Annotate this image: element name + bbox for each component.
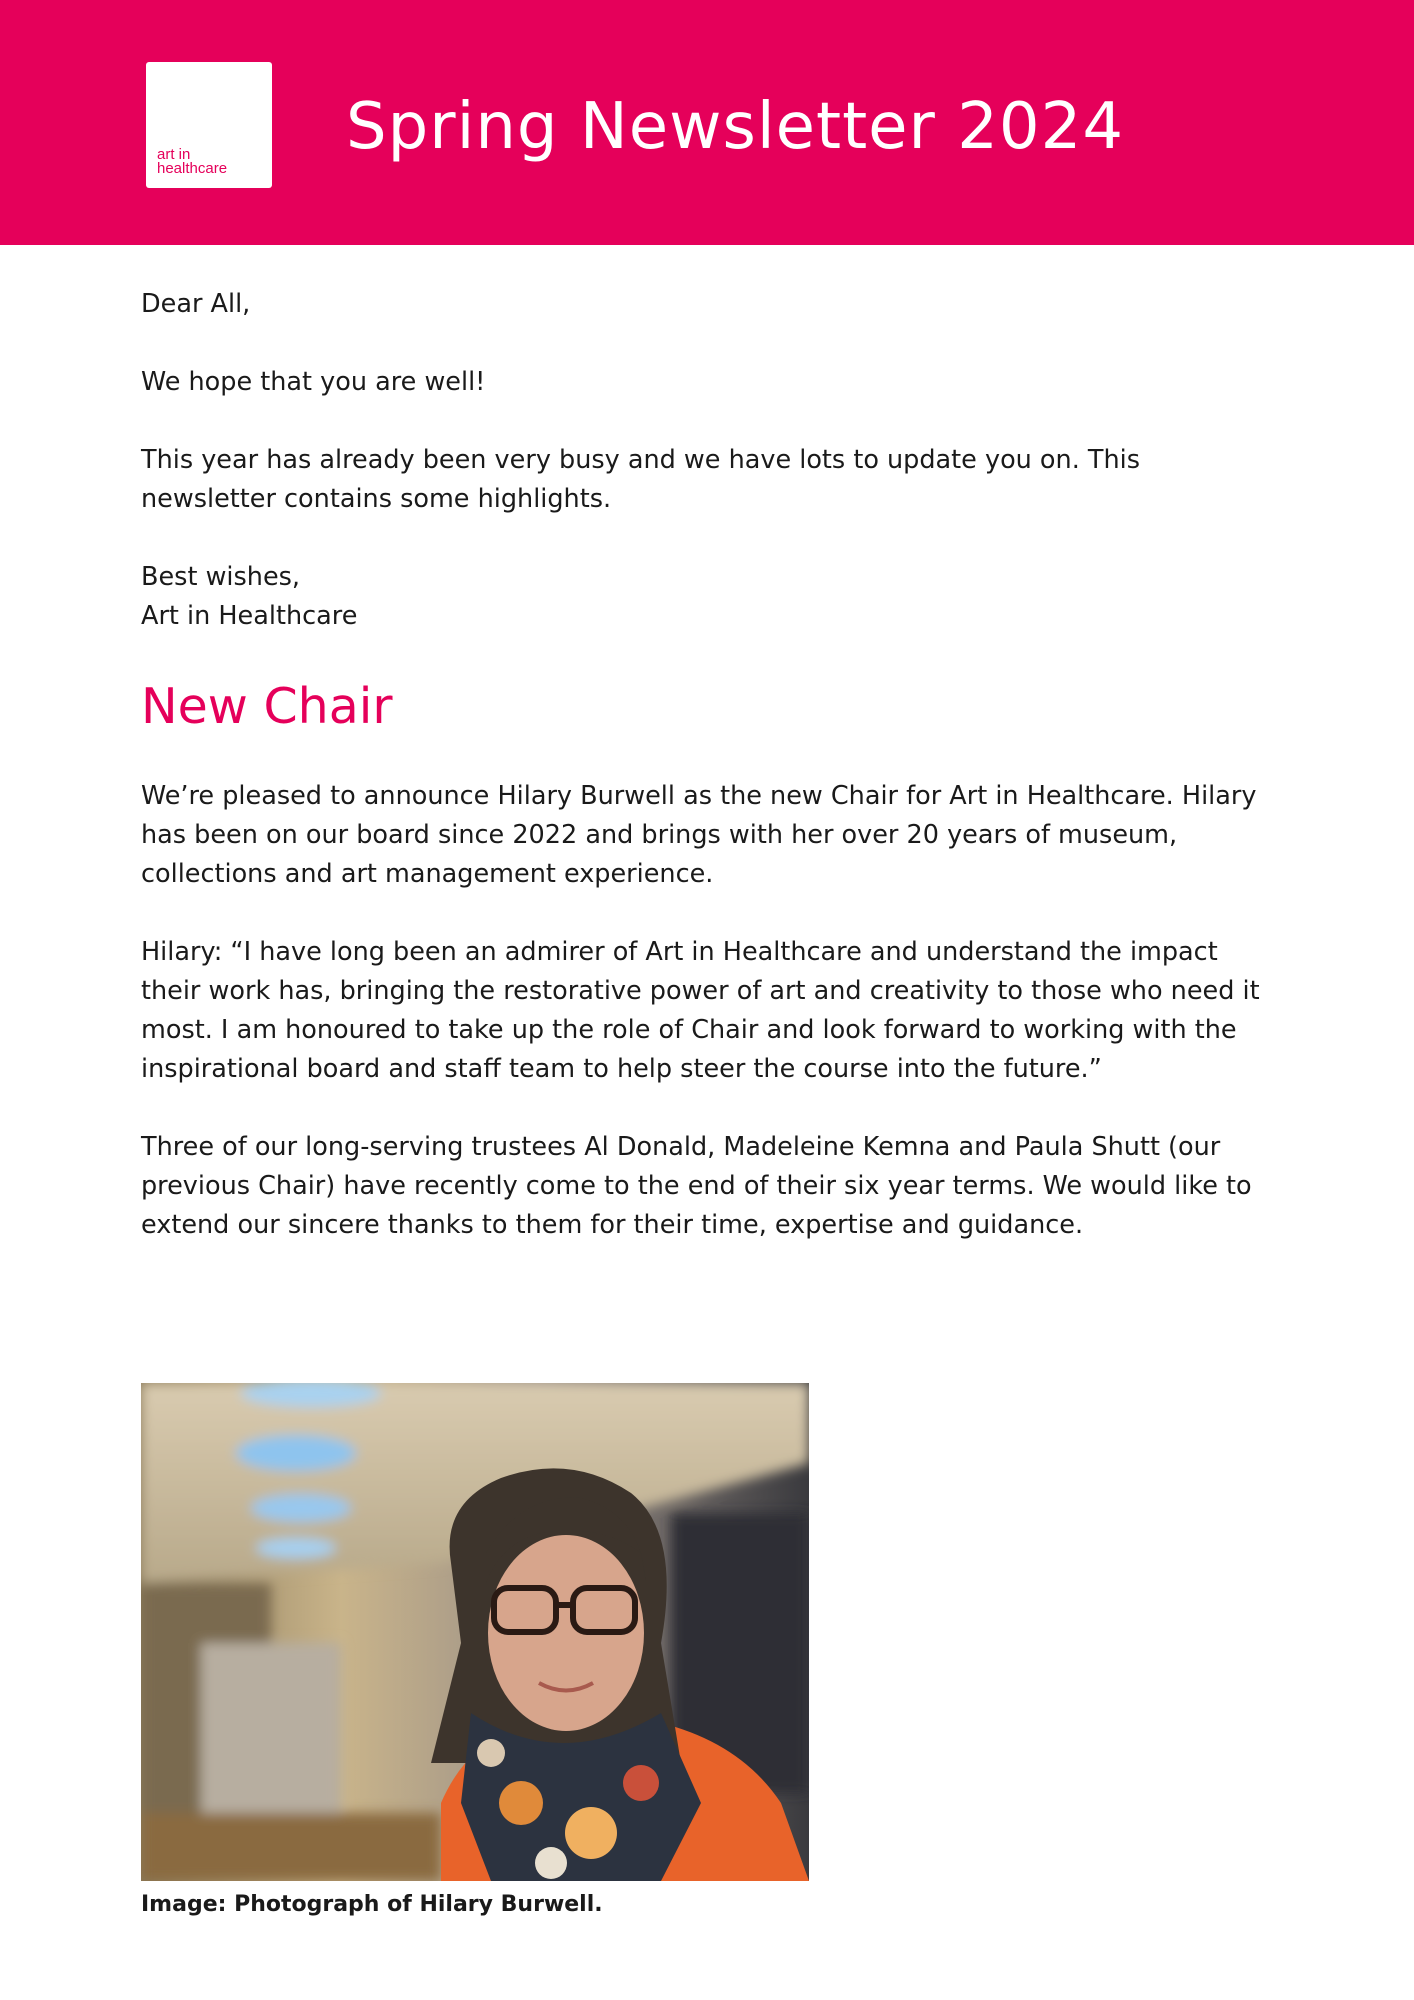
new-chair-announcement: We’re pleased to announce Hilary Burwell as the new Chair for Art in Healthcare. Hilary has been on our board since 2022 and brings with her over 20 years of museum, collections and art management experience. <box>141 781 1257 889</box>
trustees-thanks: Three of our long-serving trustees Al Donald, Madeleine Kemna and Paula Shutt (our previous Chair) have recently come to the end of their six year terms. We would like to extend our sincere thanks to them for their time, expertise and guidance. <box>141 1132 1252 1240</box>
hilary-burwell-photo <box>141 1383 809 1881</box>
logo-line-1: art in <box>157 146 191 163</box>
greeting: Dear All, <box>141 289 251 319</box>
photo-caption: Image: Photograph of Hilary Burwell. <box>141 1892 603 1917</box>
signoff-name: Art in Healthcare <box>141 601 358 631</box>
intro-paragraph: This year has already been very busy and we have lots to update you on. This newsletter contains some highlights. <box>141 445 1141 514</box>
section-heading-new-chair: New Chair <box>141 678 393 735</box>
new-chair-quote: Hilary: “I have long been an admirer of Art in Healthcare and understand the impact their work has, bringing the restorative power of art and creativity to those who need it most. I am honoured to take up the role of Chair and look forward to working with the inspirational board and staff team to help steer the course into the future.” <box>141 937 1260 1084</box>
signoff-line: Best wishes, <box>141 562 301 592</box>
art-in-healthcare-logo <box>146 62 272 188</box>
newsletter-body <box>141 285 1281 1284</box>
intro-line: We hope that you are well! <box>141 367 486 397</box>
newsletter-banner <box>0 0 1414 245</box>
logo-line-2: healthcare <box>157 160 228 177</box>
newsletter-title: Spring Newsletter 2024 <box>346 90 1125 164</box>
